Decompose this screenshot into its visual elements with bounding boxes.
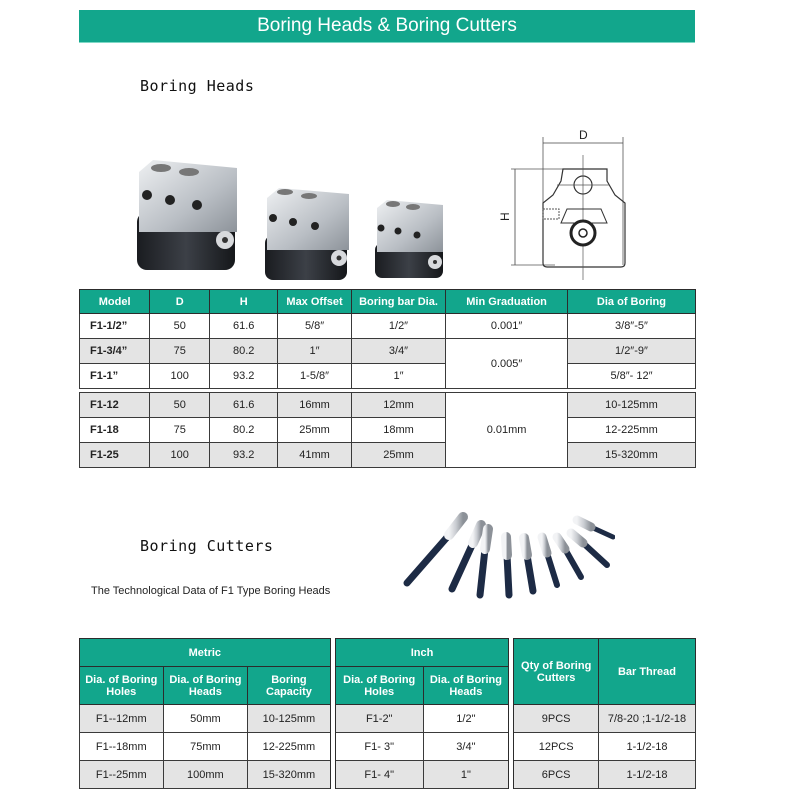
cell-model: F1-18 [80,418,150,443]
cutter-6 [542,537,557,585]
table-row [80,339,696,364]
cell-model: F1-1” [80,364,150,389]
cell-metric-holes: F1--18mm [80,733,164,761]
cell-max-offset: 1-5/8″ [278,364,351,389]
cell-dia-of-boring: 15-320mm [567,443,695,468]
cell-dia-of-boring: 3/8″-5″ [567,314,695,339]
cell-inch-holes: F1- 3" [335,733,423,761]
cell-dia-of-boring: 12-225mm [567,418,695,443]
page-banner: Boring Heads & Boring Cutters [79,10,695,43]
cell-inch-heads: 1/2" [423,705,509,733]
col-header-min-graduation: Min Graduation [446,290,568,314]
cutter-8 [571,533,607,565]
col-header-inch-heads: Dia. of Boring Heads [423,667,509,705]
group-header-metric: Metric [80,639,331,667]
cell-capacity: 12-225mm [248,733,331,761]
cell-dia-of-boring: 5/8″- 12″ [567,364,695,389]
cell-d: 50 [150,393,210,418]
boring-heads-table [79,289,696,468]
cell-metric-heads: 100mm [163,761,248,789]
col-header-h: H [210,290,278,314]
cell-min-graduation: 0.001″ [446,314,568,339]
col-header-qty: Qty of Boring Cutters [514,639,599,705]
col-header-capacity: Boring Capacity [248,667,331,705]
cell-capacity: 15-320mm [248,761,331,789]
cell-inch-holes: F1- 4" [335,761,423,789]
cell-boring-bar-dia: 1/2″ [351,314,445,339]
cell-qty: 12PCS [514,733,599,761]
cell-h: 80.2 [210,339,278,364]
col-header-d: D [150,290,210,314]
cell-d: 100 [150,443,210,468]
cell-model: F1-12 [80,393,150,418]
boring-head-small [375,200,443,278]
cell-max-offset: 25mm [278,418,351,443]
cell-h: 61.6 [210,393,278,418]
cell-d: 100 [150,364,210,389]
group-header-inch: Inch [335,639,508,667]
cell-h: 93.2 [210,364,278,389]
boring-heads-photo [125,140,445,280]
boring-heads-title: Boring Heads [140,77,255,95]
cell-max-offset: 1″ [278,339,351,364]
col-header-metric-holes: Dia. of Boring Holes [80,667,164,705]
cell-inch-heads: 3/4" [423,733,509,761]
cell-min-graduation: 0.005″ [446,339,568,389]
boring-cutters-title: Boring Cutters [140,537,274,555]
cell-model: F1-1/2” [80,314,150,339]
cell-d: 75 [150,339,210,364]
diagram-h-label: H [498,212,512,221]
cell-inch-holes: F1-2" [335,705,423,733]
diagram-d-label: D [579,128,588,142]
cell-capacity: 10-125mm [248,705,331,733]
cell-dia-of-boring: 10-125mm [567,393,695,418]
col-header-model: Model [80,290,150,314]
tech-data-title: The Technological Data of F1 Type Boring Heads [91,585,331,597]
cell-bar-thread: 7/8-20 ;1-1/2-18 [598,705,695,733]
col-header-metric-heads: Dia. of Boring Heads [163,667,248,705]
cell-h: 93.2 [210,443,278,468]
cell-inch-heads: 1" [423,761,509,789]
boring-head-diagram [495,125,655,285]
cell-model: F1-25 [80,443,150,468]
table-row [80,733,696,761]
cutter-3 [480,529,488,595]
cell-metric-heads: 50mm [163,705,248,733]
cell-qty: 9PCS [514,705,599,733]
cell-max-offset: 41mm [278,443,351,468]
col-header-inch-holes: Dia. of Boring Holes [335,667,423,705]
boring-head-large [137,160,237,270]
cell-boring-bar-dia: 3/4″ [351,339,445,364]
boring-head-medium [265,188,349,280]
cell-min-graduation: 0.01mm [446,393,568,468]
cell-max-offset: 5/8″ [278,314,351,339]
table-row [80,364,696,389]
cell-d: 50 [150,314,210,339]
boring-cutters-photo [385,505,615,600]
cell-metric-holes: F1--12mm [80,705,164,733]
cutter-5 [524,538,533,591]
table-row [80,443,696,468]
table-row [80,761,696,789]
cutter-2 [452,525,481,589]
cell-boring-bar-dia: 1″ [351,364,445,389]
cell-boring-bar-dia: 12mm [351,393,445,418]
col-header-max-offset: Max Offset [278,290,351,314]
col-header-dia-of-boring: Dia of Boring [567,290,695,314]
table-row [80,393,696,418]
cell-bar-thread: 1-1/2-18 [598,761,695,789]
cell-h: 61.6 [210,314,278,339]
cell-qty: 6PCS [514,761,599,789]
table-row [80,705,696,733]
cell-bar-thread: 1-1/2-18 [598,733,695,761]
table-row [80,418,696,443]
cell-model: F1-3/4” [80,339,150,364]
cell-d: 75 [150,418,210,443]
cell-max-offset: 16mm [278,393,351,418]
col-header-bar-thread: Bar Thread [598,639,695,705]
cell-metric-holes: F1--25mm [80,761,164,789]
cutter-9 [577,520,613,537]
table-row [80,314,696,339]
tech-data-table [79,638,696,789]
cutter-1 [407,517,463,583]
cell-h: 80.2 [210,418,278,443]
cell-metric-heads: 75mm [163,733,248,761]
cell-boring-bar-dia: 25mm [351,443,445,468]
cell-boring-bar-dia: 18mm [351,418,445,443]
col-header-boring-bar-dia: Boring bar Dia. [351,290,445,314]
cutter-4 [506,537,509,595]
cell-dia-of-boring: 1/2″-9″ [567,339,695,364]
